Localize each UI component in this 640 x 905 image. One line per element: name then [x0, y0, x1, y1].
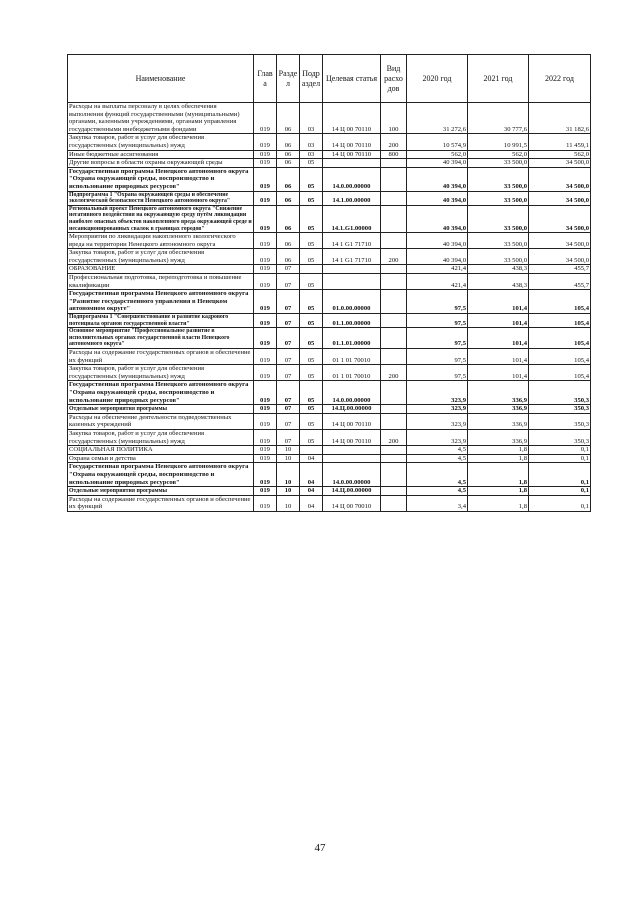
cell-name: СОЦИАЛЬНАЯ ПОЛИТИКА	[68, 446, 254, 455]
cell-glava: 019	[254, 167, 277, 191]
cell-razdel: 07	[277, 405, 300, 414]
table-body	[68, 103, 591, 512]
table-row	[68, 134, 591, 150]
cell-2022: 350,3	[529, 413, 591, 429]
cell-glava: 019	[254, 413, 277, 429]
cell-glava: 019	[254, 487, 277, 496]
cell-glava: 019	[254, 290, 277, 314]
budget-table	[67, 54, 591, 512]
cell-2022: 105,4	[529, 290, 591, 314]
cell-glava: 019	[254, 103, 277, 134]
cell-glava: 019	[254, 314, 277, 328]
cell-2022: 105,4	[529, 365, 591, 381]
cell-2020: 40 394,0	[407, 191, 468, 205]
cell-2021: 33 500,0	[468, 167, 529, 191]
cell-razdel: 10	[277, 495, 300, 511]
cell-target: 14 Ц 00 70110	[323, 150, 381, 159]
cell-expense-type: 200	[381, 134, 407, 150]
table-row	[68, 413, 591, 429]
cell-target: 14 Ц 00 70010	[323, 495, 381, 511]
cell-razdel: 06	[277, 205, 300, 232]
cell-razdel: 10	[277, 463, 300, 487]
cell-2021: 33 500,0	[468, 191, 529, 205]
cell-2021: 1,8	[468, 487, 529, 496]
cell-2020: 4,5	[407, 454, 468, 463]
cell-glava: 019	[254, 463, 277, 487]
cell-target: 14 Ц 00 70110	[323, 134, 381, 150]
cell-razdel: 07	[277, 349, 300, 365]
cell-podrazdel: 05	[300, 405, 323, 414]
cell-name: Государственная программа Ненецкого автономного округа "Охрана окружающей среды, воспроизводство и использование природных ресурсов"	[68, 167, 254, 191]
table-row	[68, 290, 591, 314]
cell-glava: 019	[254, 446, 277, 455]
cell-target: 01.1.01.00000	[323, 328, 381, 349]
table-row	[68, 249, 591, 265]
cell-2020: 323,9	[407, 413, 468, 429]
table-row	[68, 328, 591, 349]
cell-2022: 34 500,0	[529, 205, 591, 232]
cell-expense-type	[381, 191, 407, 205]
page-number: 47	[314, 842, 326, 854]
cell-target	[323, 274, 381, 290]
cell-razdel: 07	[277, 328, 300, 349]
cell-2020: 97,5	[407, 349, 468, 365]
cell-expense-type	[381, 454, 407, 463]
cell-expense-type	[381, 233, 407, 249]
cell-2022: 350,3	[529, 429, 591, 445]
cell-2022: 105,4	[529, 349, 591, 365]
cell-2021: 30 777,6	[468, 103, 529, 134]
cell-target: 14 1 G1 71710	[323, 249, 381, 265]
cell-name: Государственная программа Ненецкого автономного округа "Охрана окружающей среды, воспроизводство и использование природных ресурсов"	[68, 381, 254, 405]
cell-razdel: 07	[277, 274, 300, 290]
cell-podrazdel: 03	[300, 150, 323, 159]
cell-name: ОБРАЗОВАНИЕ	[68, 265, 254, 274]
cell-glava: 019	[254, 233, 277, 249]
cell-glava: 019	[254, 405, 277, 414]
cell-podrazdel: 05	[300, 314, 323, 328]
cell-podrazdel: 05	[300, 205, 323, 232]
cell-expense-type: 800	[381, 150, 407, 159]
cell-2021: 33 500,0	[468, 249, 529, 265]
cell-name: Отдельные мероприятия программы	[68, 405, 254, 414]
cell-2021: 1,8	[468, 454, 529, 463]
cell-glava: 019	[254, 249, 277, 265]
cell-podrazdel: 03	[300, 134, 323, 150]
cell-target	[323, 446, 381, 455]
cell-glava: 019	[254, 159, 277, 168]
cell-podrazdel: 05	[300, 328, 323, 349]
cell-target: 01 1 01 70010	[323, 349, 381, 365]
cell-target	[323, 159, 381, 168]
cell-2020: 562,0	[407, 150, 468, 159]
cell-razdel: 10	[277, 487, 300, 496]
cell-expense-type	[381, 205, 407, 232]
cell-podrazdel: 05	[300, 167, 323, 191]
cell-target: 14.Ц.00.00000	[323, 487, 381, 496]
cell-podrazdel: 04	[300, 454, 323, 463]
cell-2020: 4,5	[407, 487, 468, 496]
cell-2022: 455,7	[529, 274, 591, 290]
header-expense-type: Вид расхо дов	[381, 55, 407, 103]
cell-glava: 019	[254, 495, 277, 511]
cell-2021: 336,9	[468, 413, 529, 429]
cell-2021: 336,9	[468, 405, 529, 414]
cell-name: Государственная программа Ненецкого автономного округа "Охрана окружающей среды, воспроизводство и использование природных ресурсов"	[68, 463, 254, 487]
cell-name: Профессиональная подготовка, переподготовка и повышение квалификации	[68, 274, 254, 290]
cell-2021: 33 500,0	[468, 205, 529, 232]
cell-2022: 0,1	[529, 487, 591, 496]
table-row	[68, 314, 591, 328]
cell-2020: 97,5	[407, 365, 468, 381]
cell-name: Другие вопросы в области охраны окружающей среды	[68, 159, 254, 168]
table-row	[68, 454, 591, 463]
cell-expense-type	[381, 314, 407, 328]
cell-target: 01 1 01 70010	[323, 365, 381, 381]
table-row	[68, 274, 591, 290]
cell-2021: 101,4	[468, 290, 529, 314]
cell-2020: 40 394,0	[407, 233, 468, 249]
cell-target: 14 Ц 00 70110	[323, 429, 381, 445]
header-2020: 2020 год	[407, 55, 468, 103]
cell-podrazdel: 04	[300, 495, 323, 511]
table-row	[68, 150, 591, 159]
cell-2020: 31 272,6	[407, 103, 468, 134]
cell-expense-type	[381, 495, 407, 511]
cell-2021: 336,9	[468, 381, 529, 405]
cell-2020: 40 394,0	[407, 167, 468, 191]
cell-podrazdel: 05	[300, 413, 323, 429]
cell-2022: 350,3	[529, 381, 591, 405]
cell-glava: 019	[254, 205, 277, 232]
cell-glava: 019	[254, 191, 277, 205]
cell-razdel: 06	[277, 249, 300, 265]
cell-2022: 34 500,0	[529, 191, 591, 205]
table-row	[68, 205, 591, 232]
header-target: Целевая статья	[323, 55, 381, 103]
cell-name: Закупка товаров, работ и услуг для обеспечения государственных (муниципальных) нужд	[68, 134, 254, 150]
cell-target: 14 1 G1 71710	[323, 233, 381, 249]
cell-podrazdel	[300, 446, 323, 455]
cell-2022: 0,1	[529, 446, 591, 455]
cell-podrazdel: 03	[300, 103, 323, 134]
cell-podrazdel: 05	[300, 249, 323, 265]
cell-target: 14.0.00.00000	[323, 381, 381, 405]
cell-2020: 97,5	[407, 314, 468, 328]
cell-name: Государственная программа Ненецкого автономного округа "Развитие государственного управления в Ненецком автономном округе"	[68, 290, 254, 314]
cell-name: Охрана семьи и детства	[68, 454, 254, 463]
cell-target: 14.0.00.00000	[323, 167, 381, 191]
cell-razdel: 06	[277, 167, 300, 191]
cell-target	[323, 454, 381, 463]
table-header-row	[68, 55, 591, 103]
cell-expense-type	[381, 265, 407, 274]
cell-razdel: 07	[277, 290, 300, 314]
header-razdel: Разде л	[277, 55, 300, 103]
cell-glava: 019	[254, 365, 277, 381]
cell-2021: 101,4	[468, 365, 529, 381]
cell-2020: 4,5	[407, 446, 468, 455]
cell-2022: 31 182,6	[529, 103, 591, 134]
cell-name: Расходы на выплаты персоналу в целях обеспечения выполнения функций государственными (муниципальными) органами, казенными учреждениями, органами управления государственными внебюджетными фондами	[68, 103, 254, 134]
table-row	[68, 265, 591, 274]
cell-expense-type	[381, 413, 407, 429]
cell-razdel: 06	[277, 134, 300, 150]
cell-target: 14.1.G1.00000	[323, 205, 381, 232]
cell-glava: 019	[254, 328, 277, 349]
cell-name: Иные бюджетные ассигнования	[68, 150, 254, 159]
cell-2022: 11 459,1	[529, 134, 591, 150]
cell-target: 14.0.00.00000	[323, 463, 381, 487]
cell-podrazdel: 05	[300, 274, 323, 290]
cell-2021: 438,3	[468, 274, 529, 290]
table-row	[68, 429, 591, 445]
cell-expense-type: 200	[381, 365, 407, 381]
cell-2020: 323,9	[407, 429, 468, 445]
cell-2022: 105,4	[529, 314, 591, 328]
cell-2022: 0,1	[529, 495, 591, 511]
cell-podrazdel	[300, 265, 323, 274]
cell-glava: 019	[254, 134, 277, 150]
cell-razdel: 07	[277, 265, 300, 274]
cell-2021: 33 500,0	[468, 159, 529, 168]
table-row	[68, 463, 591, 487]
cell-2022: 34 500,0	[529, 159, 591, 168]
cell-2022: 34 500,0	[529, 167, 591, 191]
cell-glava: 019	[254, 429, 277, 445]
cell-2021: 336,9	[468, 429, 529, 445]
table-row	[68, 349, 591, 365]
cell-expense-type	[381, 167, 407, 191]
cell-podrazdel: 05	[300, 365, 323, 381]
table-row	[68, 233, 591, 249]
cell-expense-type: 100	[381, 103, 407, 134]
cell-2021: 101,4	[468, 328, 529, 349]
cell-target: 14.1.00.00000	[323, 191, 381, 205]
cell-2020: 3,4	[407, 495, 468, 511]
cell-name: Отдельные мероприятия программы	[68, 487, 254, 496]
table-row	[68, 191, 591, 205]
cell-name: Закупка товаров, работ и услуг для обеспечения государственных (муниципальных) нужд	[68, 249, 254, 265]
table-row	[68, 167, 591, 191]
cell-razdel: 07	[277, 381, 300, 405]
cell-2020: 323,9	[407, 381, 468, 405]
cell-razdel: 06	[277, 191, 300, 205]
cell-2020: 40 394,0	[407, 205, 468, 232]
cell-podrazdel: 04	[300, 487, 323, 496]
cell-target: 14.Ц.00.00000	[323, 405, 381, 414]
cell-name: Закупка товаров, работ и услуг для обеспечения государственных (муниципальных) нужд	[68, 429, 254, 445]
cell-razdel: 07	[277, 365, 300, 381]
cell-2022: 105,4	[529, 328, 591, 349]
cell-glava: 019	[254, 381, 277, 405]
cell-2021: 101,4	[468, 349, 529, 365]
cell-2020: 421,4	[407, 265, 468, 274]
cell-glava: 019	[254, 150, 277, 159]
cell-glava: 019	[254, 454, 277, 463]
cell-2020: 40 394,0	[407, 159, 468, 168]
cell-razdel: 07	[277, 314, 300, 328]
cell-2022: 562,0	[529, 150, 591, 159]
cell-razdel: 06	[277, 103, 300, 134]
cell-razdel: 10	[277, 454, 300, 463]
cell-expense-type: 200	[381, 429, 407, 445]
cell-2020: 10 574,9	[407, 134, 468, 150]
cell-expense-type	[381, 405, 407, 414]
cell-target: 01.0.00.00000	[323, 290, 381, 314]
cell-2020: 40 394,0	[407, 249, 468, 265]
table-row	[68, 103, 591, 134]
header-2021: 2021 год	[468, 55, 529, 103]
cell-glava: 019	[254, 349, 277, 365]
cell-expense-type	[381, 159, 407, 168]
cell-razdel: 06	[277, 159, 300, 168]
cell-expense-type	[381, 328, 407, 349]
cell-2022: 34 500,0	[529, 249, 591, 265]
cell-expense-type	[381, 381, 407, 405]
cell-2021: 562,0	[468, 150, 529, 159]
cell-glava: 019	[254, 274, 277, 290]
cell-target	[323, 265, 381, 274]
cell-2022: 34 500,0	[529, 233, 591, 249]
cell-name: Подпрограмма 1 "Охрана окружающей среды и обеспечение экологической безопасности Ненецкого автономного округа"	[68, 191, 254, 205]
cell-expense-type: 200	[381, 249, 407, 265]
cell-expense-type	[381, 349, 407, 365]
cell-podrazdel: 05	[300, 290, 323, 314]
cell-name: Расходы на содержание государственных органов и обеспечение их функций	[68, 349, 254, 365]
cell-razdel: 07	[277, 429, 300, 445]
cell-2020: 97,5	[407, 328, 468, 349]
cell-name: Основное мероприятие "Профессиональное развитие в исполнительных органах государственной власти Ненецкого автономного округа"	[68, 328, 254, 349]
cell-expense-type	[381, 274, 407, 290]
cell-razdel: 07	[277, 413, 300, 429]
cell-expense-type	[381, 446, 407, 455]
cell-target: 14 Ц 00 70110	[323, 413, 381, 429]
cell-target: 01.1.00.00000	[323, 314, 381, 328]
cell-podrazdel: 05	[300, 381, 323, 405]
table-row	[68, 487, 591, 496]
cell-podrazdel: 04	[300, 463, 323, 487]
cell-2020: 4,5	[407, 463, 468, 487]
cell-expense-type	[381, 290, 407, 314]
cell-name: Региональный проект Ненецкого автономного округа "Снижение негативного воздействия на окружающую среду путём ликвидации наиболее опасных объектов накопленного вреда окружающей среде и несанкционированных свалок в границах городов"	[69, 205, 252, 232]
table-row	[68, 446, 591, 455]
header-name: Наименование	[68, 55, 254, 103]
cell-2021: 1,8	[468, 495, 529, 511]
header-podrazdel: Подр аздел	[300, 55, 323, 103]
header-2022: 2022 год	[529, 55, 591, 103]
cell-razdel: 06	[277, 150, 300, 159]
cell-2021: 33 500,0	[468, 233, 529, 249]
header-glava: Глав а	[254, 55, 277, 103]
cell-2022: 455,7	[529, 265, 591, 274]
cell-2021: 1,8	[468, 446, 529, 455]
cell-2022: 0,1	[529, 463, 591, 487]
cell-2020: 323,9	[407, 405, 468, 414]
cell-2021: 1,8	[468, 463, 529, 487]
cell-razdel: 06	[277, 233, 300, 249]
cell-2020: 421,4	[407, 274, 468, 290]
cell-2022: 0,1	[529, 454, 591, 463]
table-row	[68, 159, 591, 168]
cell-2021: 438,3	[468, 265, 529, 274]
cell-target: 14 Ц 00 70110	[323, 103, 381, 134]
cell-2022: 350,3	[529, 405, 591, 414]
cell-podrazdel: 05	[300, 191, 323, 205]
cell-name: Подпрограмма 1 "Совершенствование и развитие кадрового потенциала органов государственной власти"	[68, 314, 254, 328]
cell-expense-type	[381, 487, 407, 496]
cell-2021: 10 991,5	[468, 134, 529, 150]
cell-name: Расходы на обеспечение деятельности подведомственных казенных учреждений	[68, 413, 254, 429]
table-row	[68, 495, 591, 511]
table-row	[68, 405, 591, 414]
cell-2020: 97,5	[407, 290, 468, 314]
table-row	[68, 365, 591, 381]
cell-podrazdel: 05	[300, 349, 323, 365]
cell-expense-type	[381, 463, 407, 487]
cell-name: Расходы на содержание государственных органов и обеспечение их функций	[68, 495, 254, 511]
table-row	[68, 381, 591, 405]
cell-name: Закупка товаров, работ и услуг для обеспечения государственных (муниципальных) нужд	[68, 365, 254, 381]
cell-razdel: 10	[277, 446, 300, 455]
cell-glava: 019	[254, 265, 277, 274]
cell-2021: 101,4	[468, 314, 529, 328]
cell-podrazdel: 05	[300, 159, 323, 168]
cell-podrazdel: 05	[300, 233, 323, 249]
cell-name: Мероприятия по ликвидации накопленного экологического вреда на территории Ненецкого автономного округа	[68, 233, 254, 249]
cell-podrazdel: 05	[300, 429, 323, 445]
